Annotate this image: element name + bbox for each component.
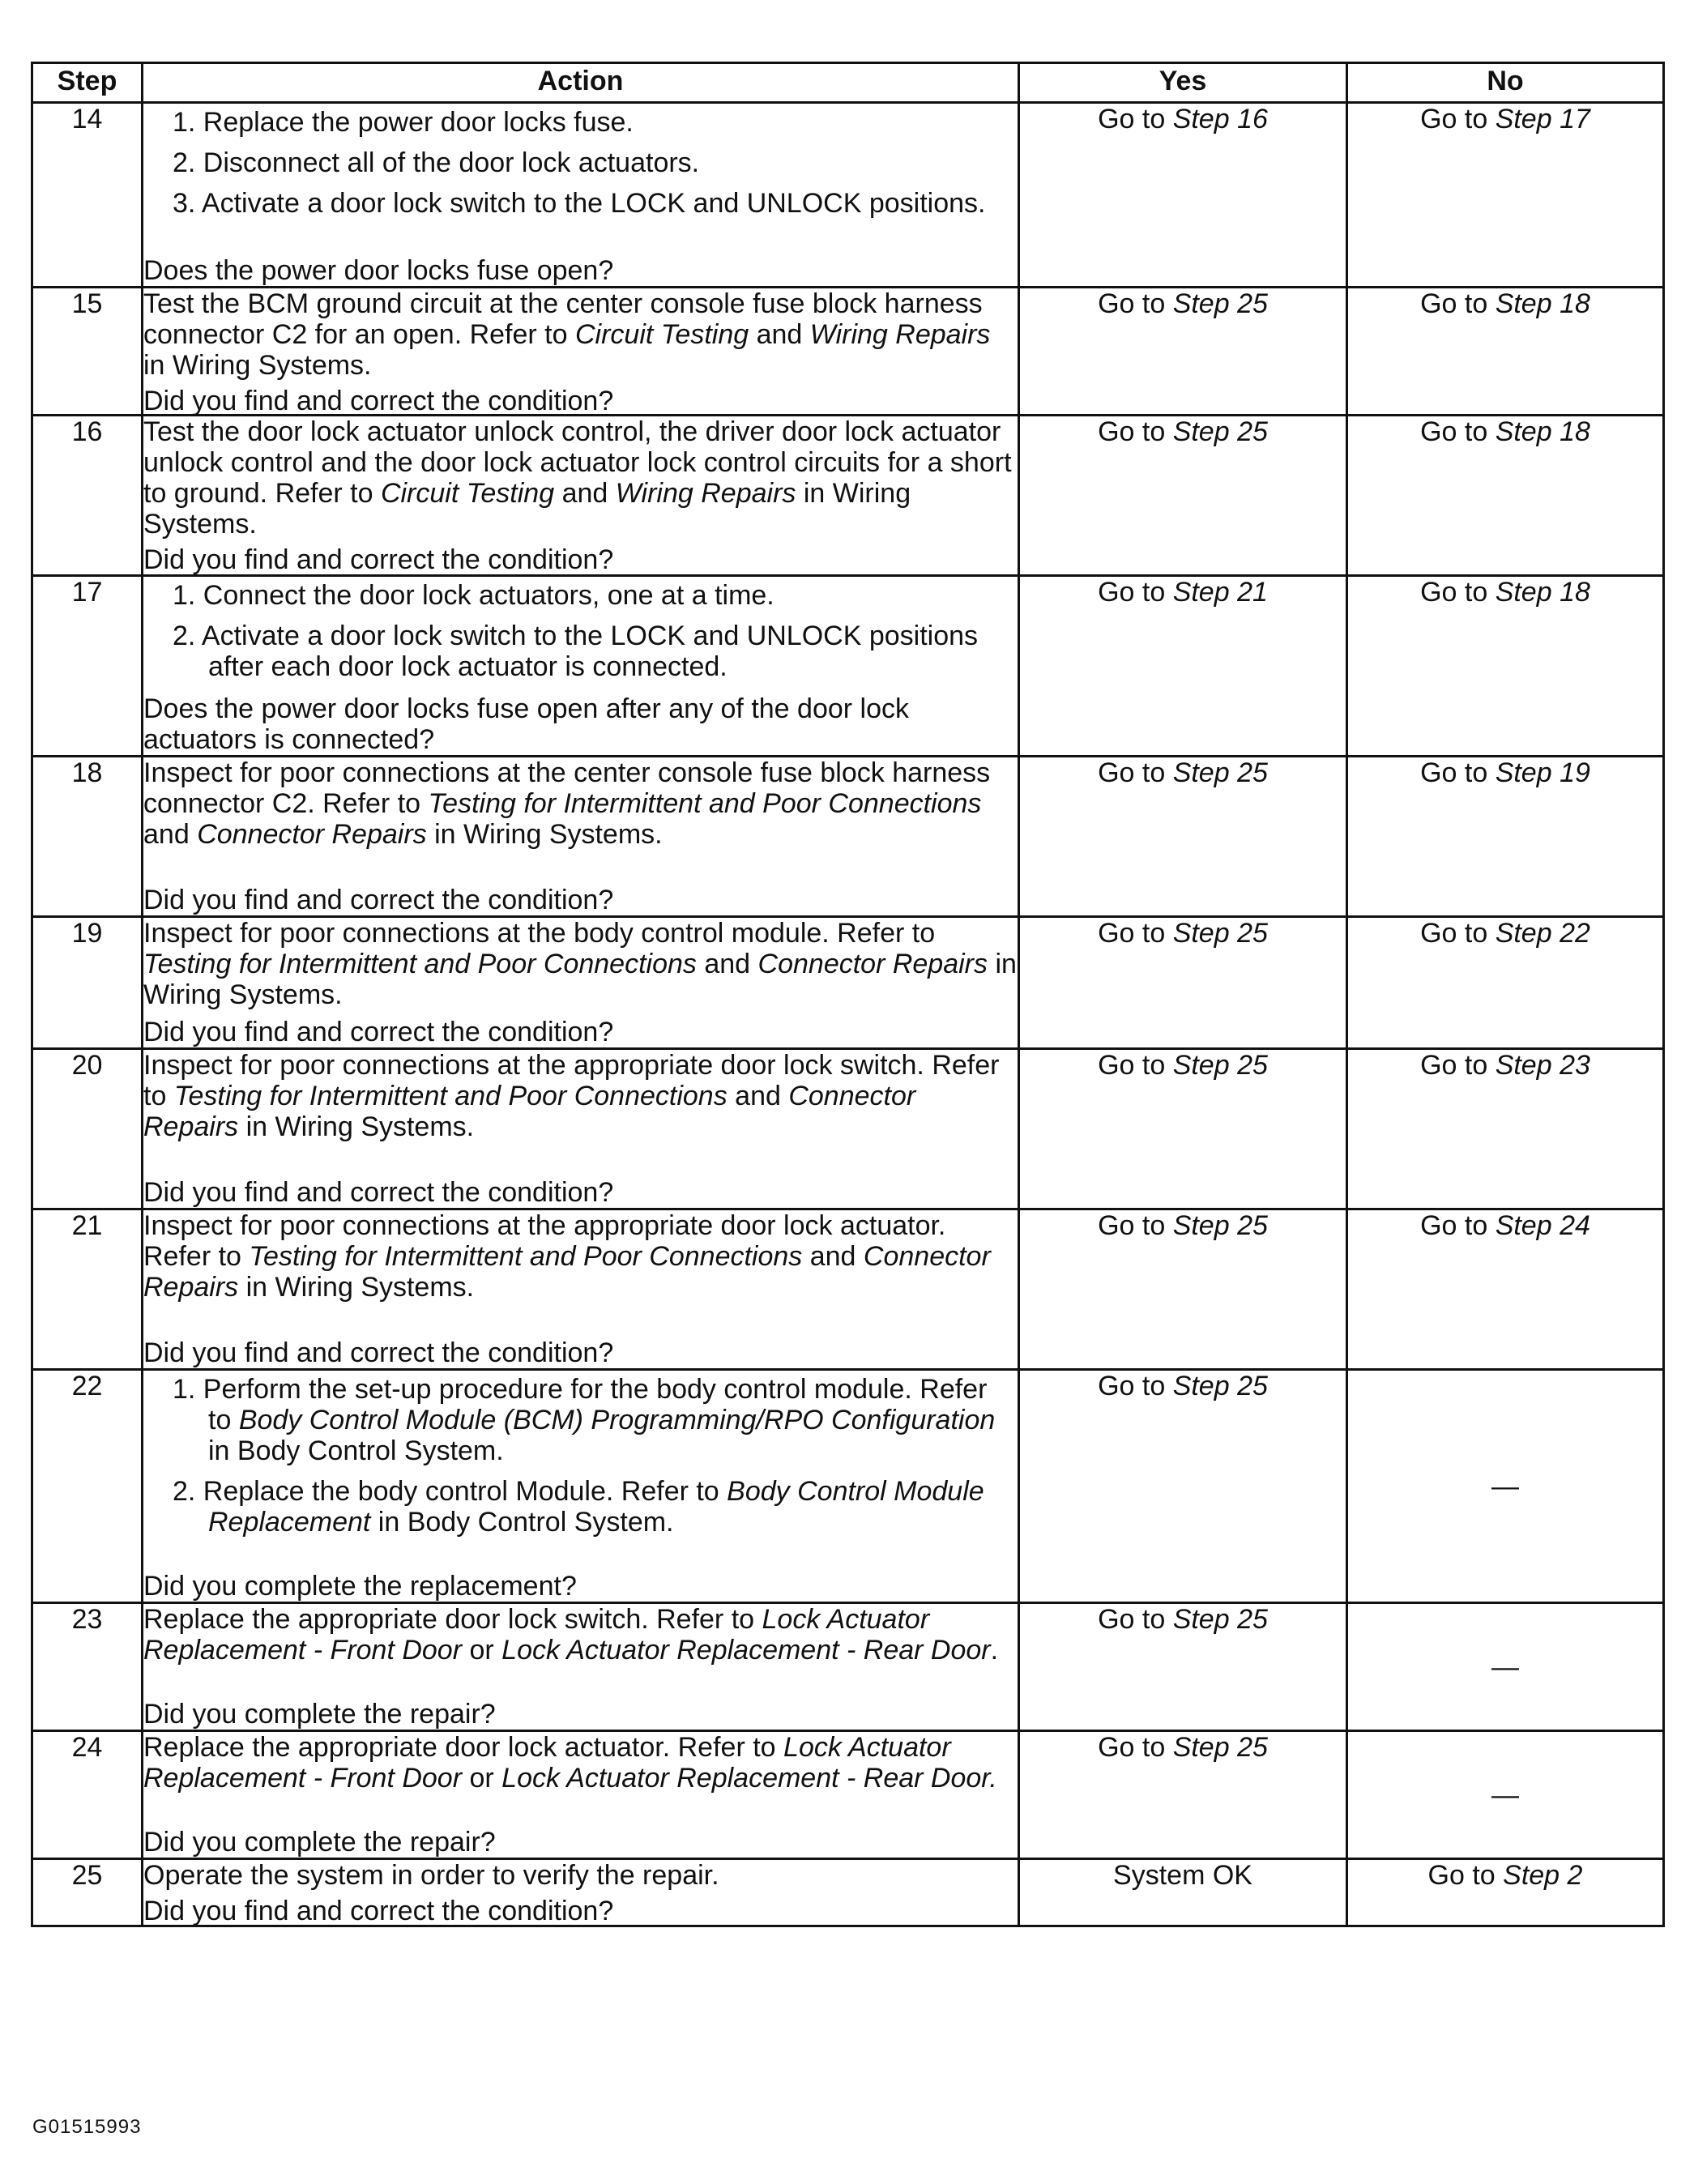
table-row-step-23 — [32, 1603, 1664, 1731]
action-question: Does the power door locks fuse open? — [143, 255, 614, 286]
text-run: and — [802, 1241, 864, 1272]
yes-cell — [1019, 103, 1347, 288]
goto-step-link[interactable]: Step 25 — [1172, 1371, 1268, 1401]
action-cell — [143, 1049, 1019, 1209]
yes-cell — [1019, 1049, 1347, 1209]
goto-step-link[interactable]: Step 25 — [1172, 288, 1268, 319]
text-run: Inspect for poor connections at the center console fuse block harness connector C2. Refer to — [143, 757, 991, 819]
goto-step-link[interactable]: Step 17 — [1495, 104, 1590, 134]
goto-prefix: Go to — [1098, 1371, 1173, 1401]
action-cell — [143, 416, 1019, 576]
table-row-step-21 — [32, 1209, 1664, 1370]
reference-link[interactable]: Lock Actuator Replacement - Front Door — [143, 1604, 930, 1666]
table-row-step-15 — [32, 288, 1664, 416]
goto-step-link[interactable]: Step 18 — [1495, 288, 1590, 319]
action-text — [143, 1050, 1018, 1142]
action-question: Did you find and correct the condition? — [143, 544, 614, 575]
action-text — [143, 1210, 1018, 1303]
action-cell — [143, 1731, 1019, 1859]
reference-link[interactable]: Lock Actuator Replacement - Rear Door. — [501, 1763, 997, 1794]
goto-step-link[interactable]: Step 2 — [1503, 1860, 1583, 1891]
reference-link[interactable]: Wiring Repairs — [615, 478, 796, 509]
goto-step-link[interactable]: Step 24 — [1495, 1210, 1590, 1241]
goto-prefix: Go to — [1420, 757, 1496, 788]
action-text — [143, 288, 1018, 381]
reference-link[interactable]: Lock Actuator Replacement - Front Door — [143, 1732, 951, 1794]
yes-cell — [1019, 1209, 1347, 1370]
no-cell — [1347, 917, 1664, 1049]
text-run: in Wiring Systems. — [143, 478, 911, 540]
action-question: Did you find and correct the condition? — [143, 1017, 614, 1047]
action-text — [143, 416, 1018, 540]
reference-link[interactable]: Testing for Intermittent and Poor Connections — [249, 1241, 803, 1272]
goto-prefix: Go to — [1420, 104, 1496, 134]
yes-cell — [1019, 1603, 1347, 1731]
text-run: Replace the appropriate door lock actuator. Refer to — [143, 1732, 784, 1763]
goto-step-link[interactable]: Step 25 — [1172, 757, 1268, 788]
reference-link[interactable]: Connector Repairs — [757, 949, 988, 979]
text-run: in Wiring Systems. — [143, 949, 1017, 1010]
goto-prefix: Go to — [1098, 104, 1173, 134]
text-run: . — [990, 1635, 999, 1666]
no-cell — [1347, 288, 1664, 416]
goto-step-link[interactable]: Step 25 — [1172, 1210, 1268, 1241]
reference-link[interactable]: Body Control Module (BCM) Programming/RPO Configuration — [238, 1405, 996, 1435]
action-list — [143, 107, 1018, 219]
action-cell — [143, 1209, 1019, 1370]
action-cell — [143, 288, 1019, 416]
action-text — [143, 918, 1018, 1010]
goto-step-link[interactable]: Step 23 — [1495, 1050, 1590, 1081]
reference-link[interactable]: Circuit Testing — [380, 478, 555, 509]
goto-step-link[interactable]: Step 25 — [1172, 1604, 1268, 1635]
text-run: in Wiring Systems. — [143, 350, 372, 381]
action-question: Did you find and correct the condition? — [143, 885, 614, 915]
step-number: 25 — [32, 1859, 143, 1926]
step-number: 22 — [32, 1370, 143, 1603]
action-question: Did you complete the repair? — [143, 1827, 496, 1858]
reference-link[interactable]: Wiring Repairs — [809, 319, 991, 350]
goto-step-link[interactable]: Step 21 — [1172, 577, 1268, 608]
step-number: 20 — [32, 1049, 143, 1209]
step-number: 14 — [32, 103, 143, 288]
text-run: and — [749, 319, 810, 350]
text-run: and — [143, 819, 198, 850]
goto-step-link[interactable]: Step 18 — [1495, 577, 1590, 608]
list-item — [173, 1374, 1018, 1466]
no-cell — [1347, 103, 1664, 288]
diagnostic-table-container — [31, 62, 1662, 1927]
action-text — [143, 1732, 1018, 1794]
action-cell — [143, 103, 1019, 288]
table-row-step-18 — [32, 757, 1664, 917]
action-list — [143, 1374, 1018, 1538]
goto-prefix: Go to — [1098, 1210, 1173, 1241]
action-question: Did you find and correct the condition? — [143, 1896, 614, 1926]
no-cell — [1347, 576, 1664, 757]
step-number: 21 — [32, 1209, 143, 1370]
text-run: Replace the appropriate door lock switch. Refer to — [143, 1604, 762, 1635]
reference-link[interactable]: Connector Repairs — [143, 1081, 916, 1142]
step-number: 16 — [32, 416, 143, 576]
goto-prefix: Go to — [1098, 577, 1173, 608]
goto-prefix: Go to — [1420, 288, 1496, 319]
table-row-step-16 — [32, 416, 1664, 576]
text-run: Inspect for poor connections at the body control module. Refer to — [143, 918, 936, 949]
goto-prefix: Go to — [1098, 757, 1173, 788]
goto-prefix: Go to — [1098, 416, 1173, 447]
text-run: and — [554, 478, 616, 509]
no-cell — [1347, 757, 1664, 917]
table-row-step-17 — [32, 576, 1664, 757]
text-run: in Wiring Systems. — [238, 1272, 475, 1303]
reference-link[interactable]: Testing for Intermittent and Poor Connections — [173, 1081, 728, 1111]
action-text: Operate the system in order to verify the repair. — [143, 1860, 719, 1891]
reference-link[interactable]: Connector Repairs — [143, 1241, 991, 1303]
no-cell-dash: — — [1347, 1731, 1664, 1859]
no-cell — [1347, 416, 1664, 576]
table-row-step-19 — [32, 917, 1664, 1049]
action-question: Did you find and correct the condition? — [143, 1337, 614, 1368]
table-row-step-25 — [32, 1859, 1664, 1926]
goto-step-link[interactable]: Step 22 — [1495, 918, 1590, 949]
yes-cell — [1019, 416, 1347, 576]
header-step: Step — [32, 63, 143, 103]
text-run: 1. Perform the set-up procedure for the body control module. Refer to — [173, 1374, 988, 1435]
no-cell — [1347, 1049, 1664, 1209]
step-number: 19 — [32, 917, 143, 1049]
goto-prefix: Go to — [1420, 416, 1496, 447]
action-list — [143, 580, 1018, 682]
yes-cell — [1019, 917, 1347, 1049]
reference-link[interactable]: Testing for Intermittent and Poor Connections — [143, 949, 697, 979]
yes-cell — [1019, 288, 1347, 416]
goto-prefix: Go to — [1420, 918, 1496, 949]
list-item: 2. Disconnect all of the door lock actuators. — [173, 147, 700, 178]
action-question: Did you find and correct the condition? — [143, 386, 614, 416]
no-cell — [1347, 1859, 1664, 1926]
diagnostic-table — [31, 62, 1665, 1927]
reference-link[interactable]: Body Control Module Replacement — [208, 1476, 984, 1538]
table-header-row — [32, 63, 1664, 103]
list-item: 2. Activate a door lock switch to the LOCK and UNLOCK positions after each door lock actuator is connected. — [173, 621, 979, 682]
action-question: Did you find and correct the condition? — [143, 1177, 614, 1208]
goto-prefix: Go to — [1098, 288, 1173, 319]
no-cell-dash: — — [1347, 1370, 1664, 1603]
yes-cell — [1019, 1370, 1347, 1603]
table-row-step-24 — [32, 1731, 1664, 1859]
action-question: Does the power door locks fuse open after any of the door lock actuators is connected? — [143, 693, 909, 755]
header-yes: Yes — [1019, 63, 1347, 103]
text-run: or — [462, 1635, 502, 1666]
reference-link[interactable]: Circuit Testing — [574, 319, 749, 350]
text-run: 2. Replace the body control Module. Refer to — [173, 1476, 728, 1507]
action-cell — [143, 757, 1019, 917]
table-row-step-14 — [32, 103, 1664, 288]
action-cell — [143, 1370, 1019, 1603]
action-cell — [143, 917, 1019, 1049]
goto-prefix: Go to — [1427, 1860, 1504, 1891]
goto-step-link[interactable]: Step 25 — [1172, 918, 1268, 949]
action-cell — [143, 1603, 1019, 1731]
action-question: Did you complete the replacement? — [143, 1571, 577, 1602]
yes-cell — [1019, 757, 1347, 917]
header-action: Action — [143, 63, 1019, 103]
step-number: 24 — [32, 1731, 143, 1859]
table-row-step-20 — [32, 1049, 1664, 1209]
goto-prefix: Go to — [1098, 918, 1173, 949]
text-run: in Body Control System. — [370, 1507, 674, 1538]
text-run: and — [696, 949, 758, 979]
header-no: No — [1347, 63, 1664, 103]
text-run: Test the BCM ground circuit at the center console fuse block harness connector C2 for an open. Refer to — [143, 288, 983, 350]
reference-link[interactable]: Connector Repairs — [197, 819, 427, 850]
goto-step-link[interactable]: Step 18 — [1495, 416, 1590, 447]
goto-prefix: Go to — [1420, 1050, 1496, 1081]
text-run: in Wiring Systems. — [238, 1111, 475, 1142]
goto-step-link[interactable]: Step 25 — [1172, 1050, 1268, 1081]
action-text — [143, 757, 1018, 850]
step-number: 23 — [32, 1603, 143, 1731]
list-item: 1. Connect the door lock actuators, one at a time. — [173, 580, 774, 611]
goto-prefix: Go to — [1098, 1604, 1173, 1635]
table-row-step-22 — [32, 1370, 1664, 1603]
goto-prefix: Go to — [1420, 1210, 1496, 1241]
text-run: or — [462, 1763, 502, 1794]
list-item — [173, 1476, 1018, 1538]
yes-cell — [1019, 1731, 1347, 1859]
text-run: Inspect for poor connections at the appropriate door lock switch. Refer to — [143, 1050, 1000, 1111]
text-run: and — [727, 1081, 789, 1111]
goto-prefix: Go to — [1098, 1050, 1173, 1081]
step-number: 15 — [32, 288, 143, 416]
goto-step-link[interactable]: Step 19 — [1495, 757, 1590, 788]
step-number: 18 — [32, 757, 143, 917]
action-cell — [143, 1859, 1019, 1926]
goto-step-link[interactable]: Step 25 — [1172, 1732, 1268, 1763]
action-question: Did you complete the repair? — [143, 1699, 496, 1730]
action-cell — [143, 576, 1019, 757]
goto-step-link[interactable]: Step 16 — [1172, 104, 1268, 134]
yes-cell — [1019, 576, 1347, 757]
text-run: in Wiring Systems. — [426, 819, 663, 850]
reference-link[interactable]: Testing for Intermittent and Poor Connections — [428, 788, 982, 819]
yes-cell: System OK — [1019, 1859, 1347, 1926]
text-run: in Body Control System. — [208, 1435, 504, 1466]
step-number: 17 — [32, 576, 143, 757]
list-item: 3. Activate a door lock switch to the LOCK and UNLOCK positions. — [173, 188, 986, 219]
action-text — [143, 1604, 1018, 1666]
goto-step-link[interactable]: Step 25 — [1172, 416, 1268, 447]
figure-code: G01515993 — [32, 2116, 142, 2138]
no-cell-dash: — — [1347, 1603, 1664, 1731]
text-run: Inspect for poor connections at the appropriate door lock actuator. Refer to — [143, 1210, 946, 1272]
no-cell — [1347, 1209, 1664, 1370]
list-item: 1. Replace the power door locks fuse. — [173, 107, 634, 138]
goto-prefix: Go to — [1420, 577, 1496, 608]
text-run: Test the door lock actuator unlock control, the driver door lock actuator unlock control and the door lock actuator lock control circuits for a short to ground. Refer to — [143, 416, 1012, 509]
reference-link[interactable]: Lock Actuator Replacement - Rear Door — [501, 1635, 991, 1666]
goto-prefix: Go to — [1098, 1732, 1173, 1763]
